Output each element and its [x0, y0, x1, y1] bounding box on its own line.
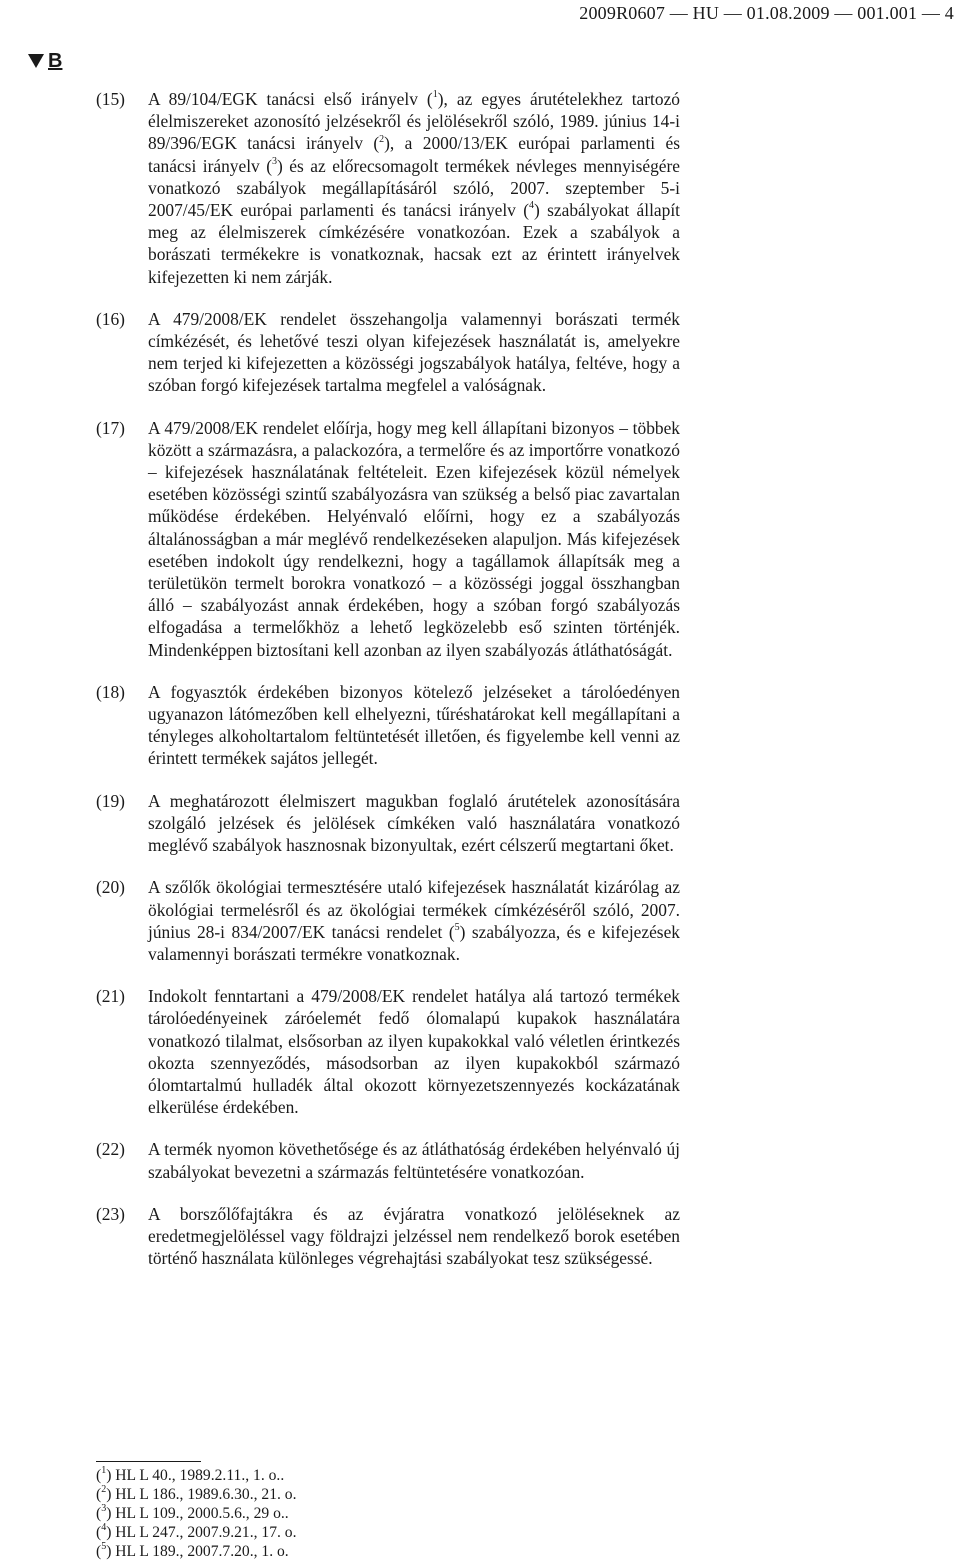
footnote-ref[interactable]: 4 [529, 200, 534, 212]
recital [96, 308, 680, 397]
footnote-number: 3 [101, 1502, 107, 1514]
recital-number: (16) [96, 308, 125, 329]
recital-text: A termék nyomon követhetősége és az átláthatóság érdekében helyénvaló új szabályokat bevezetni a származás feltüntetésére vonatkozóan. [148, 1139, 680, 1182]
amendment-marker [28, 50, 62, 73]
recital-text: ), az egyes árutételekhez tartozó élelmiszereket azonosító jelzésekről és jelölésekről szóló, 1989. június 14-i 89/396/EGK tanácsi irányelv ( [148, 89, 680, 154]
recital-number: (20) [96, 877, 125, 898]
recital-number: (22) [96, 1139, 125, 1160]
recital-number: (23) [96, 1203, 125, 1224]
recital [96, 1203, 680, 1270]
recital-number: (21) [96, 986, 125, 1007]
recital-text: ) szabályozza, és e kifejezések valamennyi borászati termékre vonatkoznak. [148, 921, 680, 964]
footnote: ($^3$) HL L 109., 2000.5.6., 29 o.. [96, 1502, 289, 1522]
footnote-number: 2 [101, 1483, 107, 1495]
footnotes-list [96, 1466, 297, 1561]
footnote-text: HL L 40., 1989.2.11., 1. o.. [115, 1467, 285, 1484]
recitals-list [96, 88, 680, 1289]
recital-text: A 479/2008/EK rendelet összehangolja valamennyi borászati termék címkézését, és lehetővé teszi olyan kifejezések használatát is, amelyekre nem terjed ki kifejezetten a közösségi jogszabályok hatálya, feltéve, hogy a szóban forgó kifejezések tartalma megfelel a valóságnak. [148, 308, 680, 396]
footnote: ($^5$) HL L 189., 2007.7.20., 1. o. [96, 1540, 289, 1560]
footnote-number: 5 [101, 1540, 107, 1552]
recital [96, 88, 680, 288]
footnote-text: HL L 247., 2007.9.21., 17. o. [115, 1524, 297, 1541]
footnote: ($^2$) HL L 186., 1989.6.30., 21. o. [96, 1483, 297, 1503]
triangle-down-icon [28, 54, 44, 68]
footnote-ref[interactable]: 5 [454, 921, 460, 933]
recital-text: A 89/104/EGK tanácsi első irányelv ( [148, 89, 433, 109]
recital [96, 790, 680, 857]
recital-number: (18) [96, 681, 125, 702]
running-header: 2009R0607 — HU — 01.08.2009 — 001.001 — 4 [579, 3, 954, 23]
recital-text: A meghatározott élelmiszert magukban foglaló árutételek azonosítására szolgáló jelzések és jelölések címkéken való használatára vonatkozó meglévő szabályok hasznosnak bizonyultak, ezért célszerű megtartani őket. [148, 790, 680, 856]
footnote-ref[interactable]: 2 [379, 133, 385, 145]
recital [96, 876, 680, 965]
recital-text: A borszőlőfajtákra és az évjáratra vonatkozó jelöléseknek az eredetmegjelöléssel vagy földrajzi jelzéssel nem rendelkező borok esetében történő használata különleges végrehajtási szabályokat tesz szükségessé. [148, 1203, 680, 1269]
recital-number: (19) [96, 790, 125, 811]
recital-text: ) és az előrecsomagolt termékek névleges mennyiségére vonatkozó szabályok megállapításáról szóló, 2007. szeptember 5-i 2007/45/EK európai parlamenti és tanácsi irányelv ( [148, 155, 681, 221]
footnote: ($^4$) HL L 247., 2007.9.21., 17. o. [96, 1521, 297, 1541]
footnote-number: 4 [101, 1521, 107, 1533]
footnote-ref[interactable]: 1 [432, 89, 438, 101]
recital-text: Indokolt fenntartani a 479/2008/EK rendelet hatálya alá tartozó termékek tárolóedényeinek záróelemét fedő ólomalapú kupakok használatára vonatkozó tilalmat, elsősorban az ilyen kupakokkal való véletlen érintkezés okozta szennyeződés, másodsorban az ilyen kupakokból származó ólomtartalmú hulladék által okozott környezetszennyezés kockázatának elkerülése érdekében. [148, 986, 680, 1118]
recital-text: ) szabályokat állapít meg az élelmiszerek címkézésére vonatkozóan. Ezek a szabályok a borászati termékekre is vonatkoznak, hacsak ezt az érintett irányelvek kifejezetten ki nem zárják. [148, 200, 680, 287]
recital-text: A szőlők ökológiai termesztésére utaló kifejezések használatát kizárólag az ökológiai termelésről és az ökológiai termékek címkézéséről szóló, 2007. június 28-i 834/2007/EK tanácsi rendelet ( [148, 877, 680, 942]
marker-letter: B [48, 50, 63, 72]
recital [96, 681, 680, 770]
recital [96, 1138, 680, 1182]
footnote-text: HL L 189., 2007.7.20., 1. o. [115, 1543, 289, 1560]
footnote: ($^1$) HL L 40., 1989.2.11., 1. o.. [96, 1464, 285, 1484]
recital-number: (15) [96, 89, 125, 109]
footnote-divider [96, 1461, 201, 1462]
recital-text: A fogyasztók érdekében bizonyos kötelező jelzéseket a tárolóedényen ugyanazon látómezőben kell elhelyezni, tűréshatárokat kell megállapítani a tényleges alkoholtartalom feltüntetését illetően, és figyelembe kell venni az érintett termékek sajátos jellegét. [148, 681, 680, 769]
recital [96, 985, 680, 1118]
footnote-ref[interactable]: 3 [272, 155, 278, 167]
footnote-text: HL L 186., 1989.6.30., 21. o. [115, 1486, 297, 1503]
footnote-text: HL L 109., 2000.5.6., 29 o.. [115, 1505, 289, 1522]
footnote-number: 1 [101, 1464, 107, 1476]
recital-text: A 479/2008/EK rendelet előírja, hogy meg kell állapítani bizonyos – többek között a származásra, a palackozóra, a termelőre és az importőrre vonatkozó – kifejezések használatának feltételeit. Ezen kifejezések közül némelyek esetében közösségi szintű szabályozásra van szükség a belső piac zavartalan működése érdekében. Helyénvaló előírni, hogy ez a szabályozás általánosságban a már meglévő rendelkezéseken alapuljon. Más kifejezések esetében indokolt úgy rendelkezni, hogy a tagállamok állapítsák meg a területükön termelt borokra vonatkozó – a közösségi joggal összhangban álló – szabályozást annak érdekében, hogy a szóban forgó szabályozás elfogadása a termelőkhöz a lehető legközelebb eső szinten történjék. Mindenképpen biztosítani kell azonban az ilyen szabályozás átláthatóságát. [148, 417, 680, 660]
recital-number: (17) [96, 417, 125, 438]
recital-text: ), a 2000/13/EK európai parlamenti és tanácsi irányelv ( [148, 133, 681, 176]
recital [96, 417, 680, 661]
